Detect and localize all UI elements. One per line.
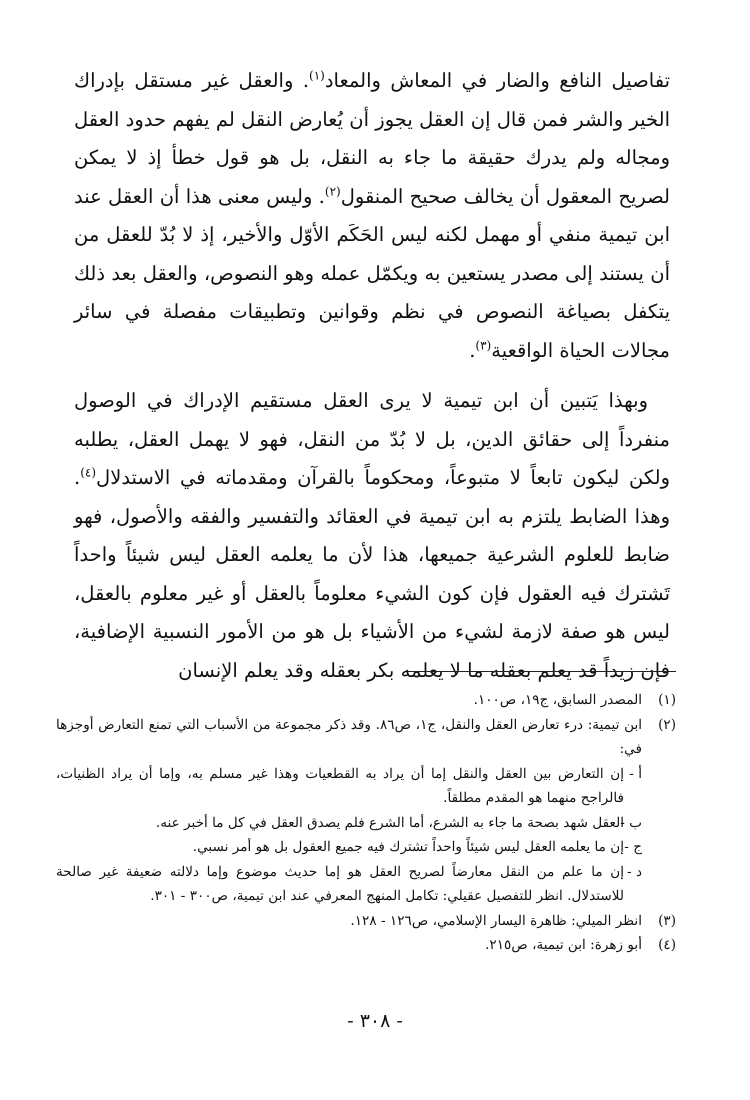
page-number: - ٣٠٨ - bbox=[347, 1010, 403, 1032]
footnote-2-item-a bbox=[56, 762, 676, 811]
item-letter: د - bbox=[627, 863, 642, 880]
item-text: إن التعارض بين العقل والنقل إما أن يراد به القطعيات وهذا غير مسلم به، وإما أن يراد الظنيات، فالراجح منهما هو المقدم مطلقاً. bbox=[56, 765, 624, 806]
footnote-separator bbox=[408, 671, 676, 672]
footnote-number: (٣) bbox=[658, 912, 676, 929]
footnote-text: أبو زهرة: ابن تيمية، ص٢١٥. bbox=[485, 937, 642, 953]
item-letter: ج - bbox=[624, 839, 642, 855]
footnote-number: (٤) bbox=[658, 937, 676, 953]
footnote-number: (٢) bbox=[658, 716, 676, 733]
item-text: العقل شهد بصحة ما جاء به الشرع، أما الشرع فلم يصدق العقل في كل ما أخبر عنه. bbox=[155, 814, 624, 831]
footnote-2-item-d bbox=[56, 860, 676, 909]
footnote-4 bbox=[56, 933, 676, 958]
footnote-2-item-b bbox=[56, 811, 676, 836]
footnote-text: المصدر السابق، ج١٩، ص١٠٠. bbox=[473, 692, 642, 708]
footnote-text: ابن تيمية: درء تعارض العقل والنقل، ج١، ص٨٦. وقد ذكر مجموعة من الأسباب التي تمنع التعارض أوجزها في: bbox=[56, 716, 643, 757]
main-text bbox=[74, 62, 670, 690]
footnote-ref-1[interactable]: (١) bbox=[309, 68, 325, 83]
footnote-text: انظر الميلي: ظاهرة اليسار الإسلامي، ص١٢٦ - ١٢٨. bbox=[350, 912, 642, 929]
footnotes bbox=[56, 688, 676, 958]
footnote-2 bbox=[56, 713, 676, 762]
footnote-ref-3[interactable]: (٣) bbox=[475, 338, 492, 352]
footnote-1 bbox=[56, 688, 676, 713]
footnote-3 bbox=[56, 909, 676, 934]
item-text: إن ما علم من النقل معارضاً لصريح العقل هو إما حديث موضوع وإما دلالته ضعيفة غير صالحة للاستدلال. انظر للتفصيل عقيلي: تكامل المنهج المعرفي عند ابن تيمية، ص٣٠٠ - ٣٠١. bbox=[56, 863, 624, 904]
footnote-ref-4[interactable]: (٤) bbox=[80, 465, 97, 480]
item-letter: ب - bbox=[620, 814, 642, 831]
item-letter: أ - bbox=[629, 765, 642, 782]
footnote-2-item-c bbox=[56, 835, 676, 860]
footnote-number: (١) bbox=[658, 692, 676, 708]
body-text bbox=[74, 62, 670, 690]
item-text: إن ما يعلمه العقل ليس شيئاً واحداً تشترك فيه جميع العقول بل هو أمر نسبي. bbox=[192, 839, 624, 855]
paragraph-2: وبهذا يَتبين أن ابن تيمية لا يرى العقل مستقيم الإدراك في الوصول منفرداً إلى حقائق الدين، بل لا بُدّ من النقل، فهو لا يهمل العقل، يطلبه ولكن ليكون تابعاً لا متبوعاً، ومحكوماً بالقرآن ومقدماته في الاستدلال$^{(٤)}$. وهذا الضابط يلتزم به ابن تيمية في العقائد والتفسير والفقه والأصول، فهو ضابط للعلوم الشرعية جميعها، هذا لأن ما يعلمه العقل ليس شيئاً واحداً تَشترك فيه العقول فإن كون الشيء معلوماً بالعقل أو غير معلوم بالعقل، ليس هو صفة لازمة لشيء من الأشياء بل هو من الأمور النسبية الإضافية، فإن زيداً قد يعلم بعقله ما لا يعلمه بكر بعقله وقد يعلم الإنسان bbox=[74, 389, 670, 682]
paragraph-1: تفاصيل النافع والضار في المعاش والمعاد$^{(١)}$. والعقل غير مستقل بإدراك الخير والشر فمن قال إن العقل يجوز أن يُعارض النقل لم يفهم حدود العقل ومجاله ولم يدرك حقيقة ما جاء به النقل، بل هو قول خطأ إذ لا يمكن لصريح المعقول أن يخالف صحيح المنقول$^{(٢)}$. وليس معنى هذا أن العقل عند ابن تيمية منفي أو مهمل لكنه ليس الحَكَم الأوّل والأخير، إذ لا بُدّ للعقل من أن يستند إلى مصدر يستعين به ويكمّل عمله وهو النصوص، والعقل بعد ذلك يتكفل بصياغة النصوص في نظم وقوانين وتطبيقات مفصلة في سائر مجالات الحياة الواقعية$^{(٣)}$. bbox=[74, 68, 670, 362]
footnote-ref-2[interactable]: (٢) bbox=[324, 184, 341, 198]
